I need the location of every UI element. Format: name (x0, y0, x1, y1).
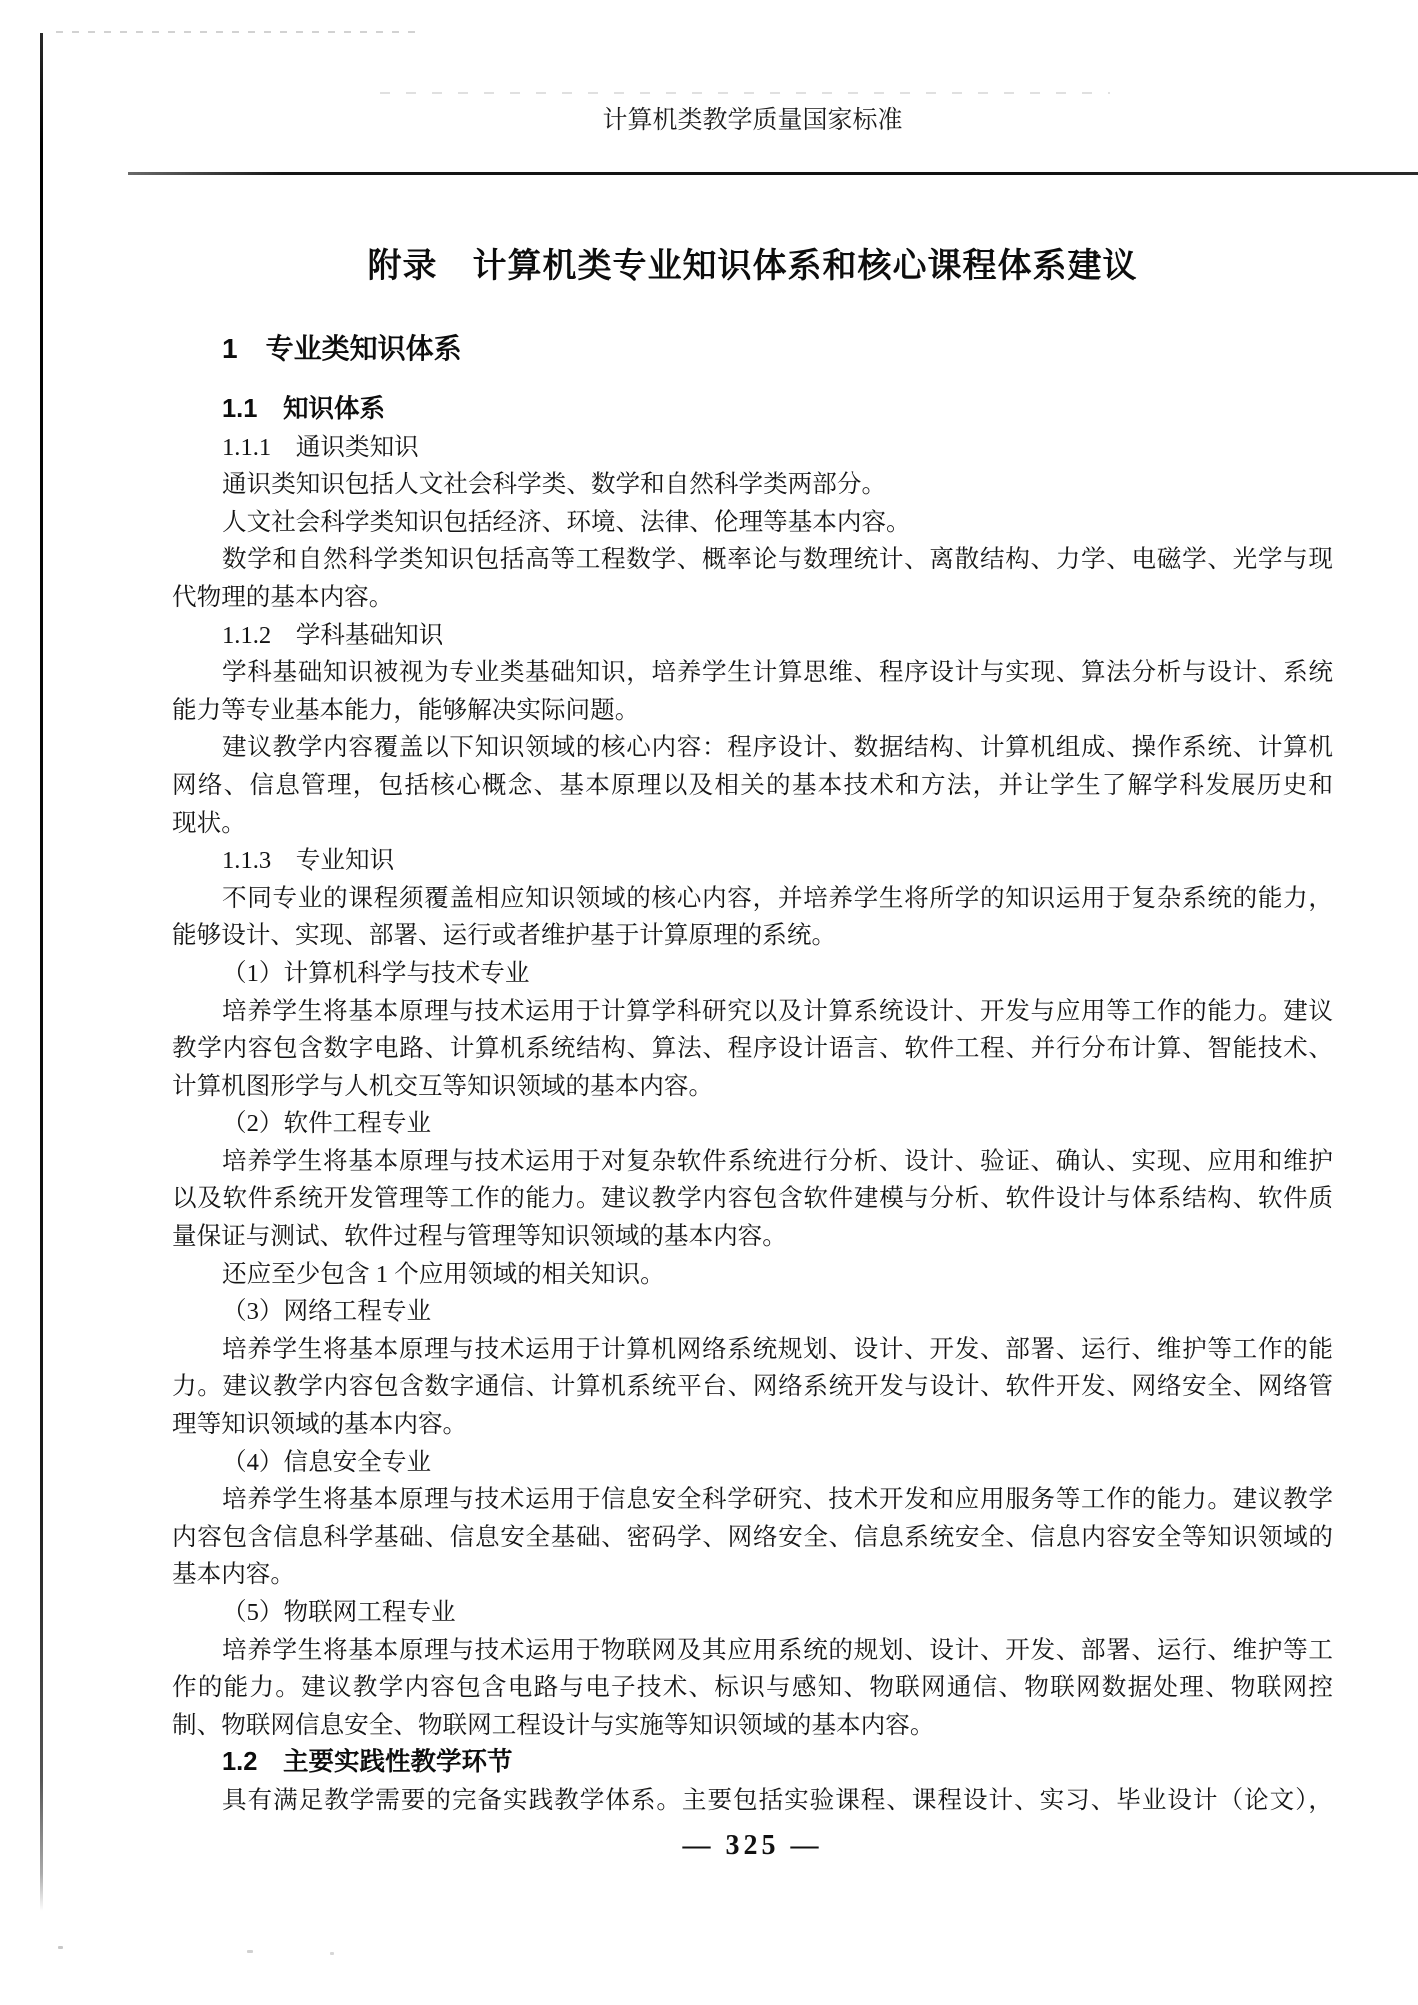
body-line: 建议教学内容覆盖以下知识领域的核心内容：程序设计、数据结构、计算机组成、操作系统、计算机 (222, 734, 1333, 762)
scan-artifact-top-dashes (56, 31, 416, 33)
section-1-heading: 1 专业类知识体系 (222, 333, 462, 364)
body-line: 培养学生将基本原理与技术运用于计算学科研究以及计算系统设计、开发与应用等工作的能力。建议 (222, 997, 1333, 1025)
body-line: 具有满足教学需要的完备实践教学体系。主要包括实验课程、课程设计、实习、毕业设计（论文）， (222, 1786, 1333, 1814)
scan-artifact-header-dashes (380, 92, 1110, 94)
heading-major-1: （1）计算机科学与技术专业 (222, 959, 530, 987)
body-line: 以及软件系统开发管理等工作的能力。建议教学内容包含软件建模与分析、软件设计与体系结构、软件质 (172, 1185, 1333, 1213)
body-line: 制、物联网信息安全、物联网工程设计与实施等知识领域的基本内容。 (172, 1711, 935, 1739)
heading-1-1: 1.1 知识体系 (222, 395, 385, 423)
body-line: 培养学生将基本原理与技术运用于计算机网络系统规划、设计、开发、部署、运行、维护等工作的能 (222, 1335, 1333, 1363)
body-line: 网络、信息管理，包括核心概念、基本原理以及相关的基本技术和方法，并让学生了解学科发展历史和 (172, 771, 1333, 799)
heading-1-1-3: 1.1.3 专业知识 (222, 847, 395, 875)
body-line: 能力等专业基本能力，能够解决实际问题。 (172, 696, 640, 724)
body-line: 基本内容。 (172, 1561, 295, 1589)
scan-speck (58, 1946, 63, 1949)
body-line: 教学内容包含数字电路、计算机系统结构、算法、程序设计语言、软件工程、并行分布计算、智能技术、 (172, 1035, 1333, 1063)
body-line: 培养学生将基本原理与技术运用于物联网及其应用系统的规划、设计、开发、部署、运行、维护等工 (222, 1636, 1333, 1664)
body-line: 人文社会科学类知识包括经济、环境、法律、伦理等基本内容。 (222, 508, 911, 536)
heading-major-5: （5）物联网工程专业 (222, 1599, 456, 1626)
scan-speck (330, 1952, 334, 1955)
body-line: 计算机图形学与人机交互等知识领域的基本内容。 (172, 1072, 714, 1100)
body-line: 现状。 (172, 809, 246, 837)
body-line: 通识类知识包括人文社会科学类、数学和自然科学类两部分。 (222, 471, 887, 499)
body-line: 内容包含信息科学基础、信息安全基础、密码学、网络安全、信息系统安全、信息内容安全等知识领域的 (172, 1523, 1333, 1551)
running-header: 计算机类教学质量国家标准 (602, 107, 903, 134)
body-line: 培养学生将基本原理与技术运用于信息安全科学研究、技术开发和应用服务等工作的能力。建议教学 (222, 1486, 1333, 1514)
scan-artifact-left-line (40, 33, 43, 1911)
body-line: 还应至少包含 1 个应用领域的相关知识。 (222, 1260, 665, 1288)
body-line: 能够设计、实现、部署、运行或者维护基于计算原理的系统。 (172, 922, 837, 950)
body-line: 代物理的基本内容。 (172, 583, 394, 611)
page-number: — 325 — (682, 1830, 823, 1861)
heading-major-2: （2）软件工程专业 (222, 1110, 432, 1138)
heading-major-4: （4）信息安全专业 (222, 1448, 432, 1476)
heading-1-2: 1.2 主要实践性教学环节 (222, 1748, 513, 1777)
body-line: 不同专业的课程须覆盖相应知识领域的核心内容，并培养学生将所学的知识运用于复杂系统的能力， (222, 884, 1333, 912)
body-line: 数学和自然科学类知识包括高等工程数学、概率论与数理统计、离散结构、力学、电磁学、光学与现 (222, 546, 1333, 574)
heading-1-1-1: 1.1.1 通识类知识 (222, 433, 419, 461)
appendix-title: 附录 计算机类专业知识体系和核心课程体系建议 (367, 247, 1138, 285)
body-line: 学科基础知识被视为专业类基础知识，培养学生计算思维、程序设计与实现、算法分析与设计、系统 (222, 659, 1333, 687)
heading-major-3: （3）网络工程专业 (222, 1298, 432, 1326)
body-line: 力。建议教学内容包含数字通信、计算机系统平台、网络系统开发与设计、软件开发、网络安全、网络管 (172, 1373, 1333, 1401)
body-line: 量保证与测试、软件过程与管理等知识领域的基本内容。 (172, 1223, 787, 1251)
header-rule (128, 172, 1418, 175)
scan-speck (247, 1950, 253, 1953)
body-text (172, 391, 1333, 1820)
heading-1-1-2: 1.1.2 学科基础知识 (222, 621, 444, 649)
body-line: 培养学生将基本原理与技术运用于对复杂软件系统进行分析、设计、验证、确认、实现、应用和维护 (222, 1147, 1333, 1175)
body-line: 作的能力。建议教学内容包含电路与电子技术、标识与感知、物联网通信、物联网数据处理、物联网控 (172, 1674, 1333, 1702)
body-line: 理等知识领域的基本内容。 (172, 1411, 468, 1439)
